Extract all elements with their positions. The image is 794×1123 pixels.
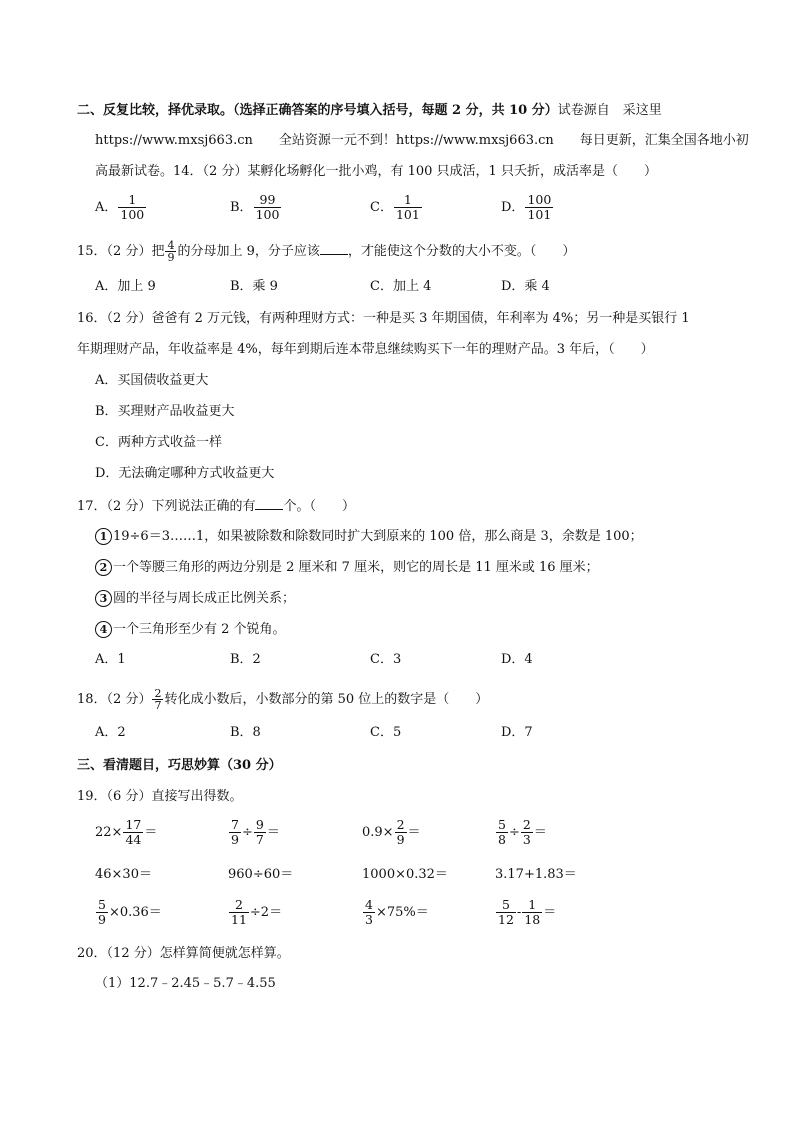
option-label: A．	[95, 200, 118, 215]
calc-3	[362, 818, 421, 847]
calc-2	[228, 818, 280, 847]
numerator: 100	[527, 192, 552, 207]
expr-text: ＝	[266, 825, 280, 840]
q15-suffix: ，才能使这个分数的大小不变。（ ）	[347, 244, 576, 259]
q14-text: 14．（2 分）某孵化场孵化一批小鸡，有 100 只成活，1 只夭折，成活率是（ ）	[173, 164, 657, 179]
numerator: 1	[528, 897, 537, 912]
fraction	[254, 193, 282, 222]
question-20: 20．（12 分）怎样算简便就怎样算。	[77, 946, 290, 961]
numerator: 99	[259, 192, 276, 207]
circled-number: 1	[95, 528, 112, 545]
denominator: 44	[125, 832, 142, 847]
operator: -	[516, 905, 522, 920]
calc-5: 46×30＝	[95, 867, 152, 882]
denominator: 100	[120, 207, 145, 222]
q14-option-d	[501, 193, 554, 222]
q14-option-c	[370, 193, 423, 222]
fraction	[496, 818, 508, 847]
question-16-line-1: 16．（2 分）爸爸有 2 万元钱，有两种理财方式：一种是买 3 年期国债，年利率为 4%；另一种是买银行 1	[77, 311, 690, 326]
denominator: 12	[498, 912, 514, 927]
calc-7: 1000×0.32＝	[362, 867, 448, 882]
denominator: 3	[365, 912, 373, 927]
question-18	[77, 688, 488, 711]
statement-text: 圆的半径与周长成正比例关系；	[113, 591, 296, 606]
calc-9	[95, 898, 162, 927]
numerator: 2	[522, 817, 531, 832]
fraction	[118, 193, 146, 222]
expr-text: ×75%＝	[375, 905, 429, 920]
fraction	[254, 818, 266, 847]
question-20-part-1: （1）12.7﹣2.45﹣5.7﹣4.55	[95, 976, 276, 991]
fraction	[395, 818, 407, 847]
q18-suffix: 转化成小数后，小数部分的第 50 位上的数字是（ ）	[164, 692, 489, 707]
q17-statement-3	[95, 590, 295, 607]
numerator: 17	[125, 817, 142, 832]
expr-text: ＝	[144, 825, 158, 840]
q17-prefix: 17．（2 分）下列说法正确的有	[77, 499, 256, 514]
question-14	[95, 164, 657, 180]
q15-option-a: A．加上 9	[95, 279, 156, 294]
expr-text: ＝	[543, 905, 557, 920]
statement-text: 一个等腰三角形的两边分别是 2 厘米和 7 厘米，则它的周长是 11 厘米或 16 厘米；	[113, 560, 599, 575]
expr-text: 0.9×	[362, 825, 394, 840]
numerator: 4	[167, 239, 175, 252]
circled-number: 2	[95, 559, 112, 576]
expr-text: 22×	[95, 825, 123, 840]
numerator: 4	[365, 897, 373, 912]
numerator: 1	[128, 192, 137, 207]
answer-blank[interactable]	[255, 497, 283, 510]
denominator: 18	[524, 912, 541, 927]
fraction	[394, 193, 422, 222]
fraction	[123, 818, 143, 847]
q17-statement-2	[95, 559, 599, 576]
fraction	[152, 688, 163, 711]
fraction	[96, 898, 108, 927]
q17-statement-1	[95, 528, 643, 545]
calc-6: 960÷60＝	[228, 867, 294, 882]
circled-number: 4	[95, 621, 112, 638]
question-17	[77, 497, 355, 515]
q17-option-a: A．1	[95, 652, 126, 667]
q17-statement-4	[95, 621, 286, 638]
expr-text: ＝	[407, 825, 421, 840]
denominator: 9	[98, 912, 106, 927]
denominator: 7	[154, 699, 162, 712]
denominator: 100	[255, 207, 280, 222]
fraction	[229, 818, 241, 847]
q18-option-b: B．8	[230, 725, 261, 740]
option-label: C．	[370, 200, 393, 215]
section-2-title: 二、反复比较，择优录取。（选择正确答案的序号填入括号，每题 2 分，共 10 分）	[77, 103, 558, 118]
statement-text: 19÷6＝3……1，如果被除数和除数同时扩大到原来的 100 倍，那么商是 3，余数是 100；	[113, 529, 643, 544]
q17-suffix: 个。（ ）	[283, 499, 355, 514]
numerator: 9	[255, 817, 264, 832]
option-label: D．	[501, 200, 525, 215]
calc-10	[228, 898, 282, 927]
q18-option-d: D．7	[501, 725, 533, 740]
denominator: 9	[167, 251, 175, 264]
ad-tail: 试卷源自 采这里	[557, 103, 662, 118]
q17-option-d: D．4	[501, 652, 533, 667]
answer-blank[interactable]	[320, 242, 348, 255]
q18-option-a: A．2	[95, 725, 126, 740]
q16-option-c: C．两种方式收益一样	[95, 435, 222, 450]
denominator: 7	[255, 832, 264, 847]
option-label: B．	[230, 200, 253, 215]
section-3-title: 三、看清题目，巧思妙算（30 分）	[77, 758, 282, 773]
ad-line-end: 高最新试卷。	[95, 164, 174, 179]
q14-option-a	[95, 193, 147, 222]
question-16-line-2: 年期理财产品，年收益率是 4%，每年到期后连本带息继续购买下一年的理财产品。3 年后，（ ）	[77, 342, 654, 357]
numerator: 1	[403, 192, 412, 207]
fraction	[521, 818, 533, 847]
q18-prefix: 18．（2 分）	[77, 692, 152, 707]
fraction	[525, 193, 553, 222]
numerator: 5	[498, 817, 506, 832]
denominator: 3	[522, 832, 531, 847]
q18-option-c: C．5	[370, 725, 402, 740]
numerator: 2	[396, 817, 405, 832]
fraction	[363, 898, 375, 927]
q15-middle: 的分母加上 9，分子应该	[177, 244, 320, 259]
numerator: 2	[234, 897, 243, 912]
calc-11	[362, 898, 429, 927]
question-15	[77, 240, 575, 263]
denominator: 9	[231, 832, 239, 847]
numerator: 5	[501, 897, 510, 912]
question-19: 19．（6 分）直接写出得数。	[77, 789, 243, 804]
denominator: 9	[396, 832, 405, 847]
statement-text: 一个三角形至少有 2 个锐角。	[113, 622, 286, 637]
q15-option-d: D．乘 4	[501, 279, 550, 294]
denominator: 101	[395, 207, 420, 222]
numerator: 7	[231, 817, 239, 832]
expr-text: ×0.36＝	[108, 905, 162, 920]
expr-text: ÷2＝	[249, 905, 283, 920]
operator: ÷	[508, 825, 520, 840]
q16-option-d: D．无法确定哪种方式收益更大	[95, 466, 275, 481]
q15-prefix: 15．（2 分）把	[77, 244, 165, 259]
section-2-heading	[77, 103, 662, 119]
fraction	[229, 898, 249, 927]
fraction	[165, 240, 176, 263]
q16-option-b: B．买理财产品收益更大	[95, 404, 235, 419]
circled-number: 3	[95, 590, 112, 607]
q15-option-b: B．乘 9	[230, 279, 278, 294]
q17-option-b: B．2	[230, 652, 261, 667]
expr-text: ＝	[533, 825, 547, 840]
fraction	[496, 898, 516, 927]
calc-8: 3.17+1.83＝	[495, 867, 577, 882]
denominator: 101	[527, 207, 552, 222]
numerator: 5	[98, 897, 106, 912]
denominator: 11	[231, 912, 247, 927]
q15-option-c: C．加上 4	[370, 279, 432, 294]
calc-12	[495, 898, 556, 927]
calc-1	[95, 818, 157, 847]
q17-option-c: C．3	[370, 652, 402, 667]
q14-option-b	[230, 193, 282, 222]
operator: ÷	[241, 825, 253, 840]
fraction	[522, 898, 542, 927]
ad-line: https://www.mxsj663.cn 全站资源一元不到！https://www.mxsj663.cn 每日更新，汇集全国各地小初	[95, 133, 749, 148]
numerator: 2	[154, 687, 162, 700]
denominator: 8	[498, 832, 506, 847]
q16-option-a: A．买国债收益更大	[95, 373, 209, 388]
calc-4	[495, 818, 547, 847]
